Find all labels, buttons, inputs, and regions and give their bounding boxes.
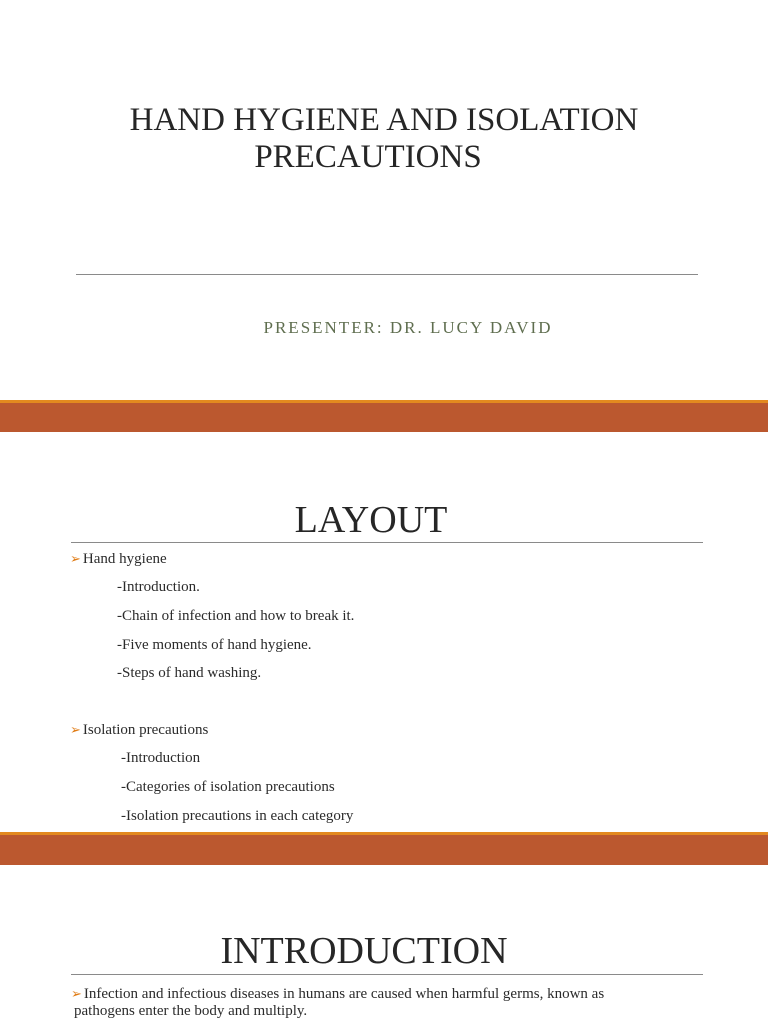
layout-divider <box>71 542 703 543</box>
slide-introduction <box>0 865 768 1024</box>
bullet-label: Isolation precautions <box>82 722 209 738</box>
presenter-text: PRESENTER: DR. LUCY DAVID <box>263 318 553 337</box>
slide-title-line-1: HAND HYGIENE AND ISOLATION <box>129 102 639 138</box>
introduction-heading: INTRODUCTION <box>220 930 508 972</box>
sub-item: -Isolation precautions in each category <box>121 808 354 824</box>
arrow-bullet-icon: ➢ <box>70 722 81 737</box>
arrow-bullet-icon: ➢ <box>71 986 82 1001</box>
slide-layout <box>0 432 768 832</box>
slide-title-line-2: PRECAUTIONS <box>254 139 482 175</box>
arrow-bullet-icon: ➢ <box>70 551 81 566</box>
sub-item: -Introduction <box>121 750 201 766</box>
sub-item: -Steps of hand washing. <box>117 665 262 681</box>
bullet-hand-hygiene <box>70 551 167 568</box>
introduction-paragraph <box>71 985 711 1020</box>
slide-separator-band-2 <box>0 832 768 865</box>
paragraph-line-2: pathogens enter the body and multiply. <box>74 1003 308 1019</box>
paragraph-text: Infection and infectious diseases in humans are caused when harmful germs, known as <box>83 986 605 1002</box>
title-divider <box>76 274 698 275</box>
introduction-divider <box>71 974 703 975</box>
sub-item: -Chain of infection and how to break it. <box>117 608 355 624</box>
slide-title <box>0 0 768 400</box>
layout-heading: LAYOUT <box>294 499 448 541</box>
slide-separator-band-1 <box>0 400 768 432</box>
bullet-label: Hand hygiene <box>82 551 167 567</box>
sub-item: -Categories of isolation precautions <box>121 779 335 795</box>
bullet-isolation-precautions <box>70 722 208 739</box>
sub-item: -Five moments of hand hygiene. <box>117 637 312 653</box>
sub-item: -Introduction. <box>117 579 200 595</box>
paragraph-line-1 <box>71 985 711 1003</box>
